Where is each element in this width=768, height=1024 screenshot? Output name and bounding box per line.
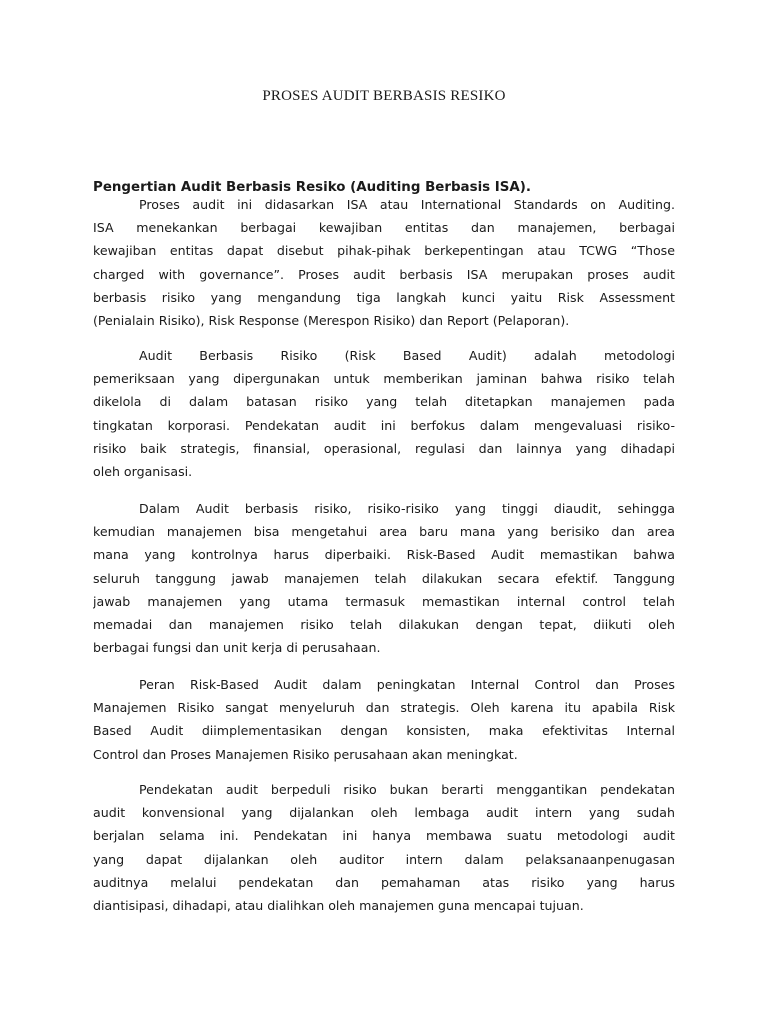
paragraph-line: charged with governance”. Proses audit berbasis ISA merupakan proses audit bbox=[93, 266, 675, 282]
paragraph-line: ISA menekankan berbagai kewajiban entitas dan manajemen, berbagai bbox=[93, 220, 675, 236]
paragraph-line: Peran Risk-Based Audit dalam peningkatan Internal Control dan Proses bbox=[139, 677, 675, 692]
paragraph-line: seluruh tanggung jawab manajemen telah dilakukan secara efektif. Tanggung bbox=[93, 570, 675, 586]
paragraph-line: (Penialain Risiko), Risk Response (Merespon Risiko) dan Report (Pelaporan). bbox=[93, 312, 570, 328]
paragraph-line: risiko baik strategis, finansial, operasional, regulasi dan lainnya yang dihadapi bbox=[93, 440, 675, 456]
paragraph-4 bbox=[93, 673, 675, 766]
paragraph-line: berbasis risiko yang mengandung tiga langkah kunci yaitu Risk Assessment bbox=[93, 289, 675, 305]
paragraph-line: memadai dan manajemen risiko telah dilakukan dengan tepat, diikuti oleh bbox=[93, 616, 675, 632]
paragraph-line: Based Audit diimplementasikan dengan konsisten, maka efektivitas Internal bbox=[93, 723, 675, 739]
document-title: PROSES AUDIT BERBASIS RESIKO bbox=[262, 88, 506, 104]
paragraph-1 bbox=[93, 193, 675, 332]
paragraph-line: Control dan Proses Manajemen Risiko perusahaan akan meningkat. bbox=[93, 746, 518, 762]
paragraph-line: Pendekatan audit berpeduli risiko bukan berarti menggantikan pendekatan bbox=[139, 782, 675, 797]
paragraph-line: Proses audit ini didasarkan ISA atau International Standards on Auditing. bbox=[139, 197, 675, 212]
paragraph-line: Audit Berbasis Risiko (Risk Based Audit) adalah metodologi bbox=[139, 348, 675, 363]
paragraph-line: pemeriksaan yang dipergunakan untuk memberikan jaminan bahwa risiko telah bbox=[93, 371, 675, 387]
paragraph-line: Dalam Audit berbasis risiko, risiko-risiko yang tinggi diaudit, sehingga bbox=[139, 501, 675, 516]
paragraph-line: berbagai fungsi dan unit kerja di perusahaan. bbox=[93, 640, 381, 656]
paragraph-line: tingkatan korporasi. Pendekatan audit ini berfokus dalam mengevaluasi risiko- bbox=[93, 417, 675, 433]
paragraph-line: diantisipasi, dihadapi, atau dialihkan oleh manajemen guna mencapai tujuan. bbox=[93, 897, 584, 913]
paragraph-5 bbox=[93, 778, 675, 917]
paragraph-line: kewajiban entitas dapat disebut pihak-pihak berkepentingan atau TCWG “Those bbox=[93, 243, 675, 259]
paragraph-line: oleh organisasi. bbox=[93, 463, 193, 479]
paragraph-line: kemudian manajemen bisa mengetahui area baru mana yang berisiko dan area bbox=[93, 524, 675, 540]
paragraph-2 bbox=[93, 344, 675, 483]
paragraph-line: Manajemen Risiko sangat menyeluruh dan strategis. Oleh karena itu apabila Risk bbox=[93, 700, 675, 716]
paragraph-line: audit konvensional yang dijalankan oleh lembaga audit intern yang sudah bbox=[93, 805, 675, 821]
paragraph-line: dikelola di dalam batasan risiko yang telah ditetapkan manajemen pada bbox=[93, 394, 675, 410]
paragraph-line: auditnya melalui pendekatan dan pemahaman atas risiko yang harus bbox=[93, 874, 675, 890]
paragraph-3 bbox=[93, 497, 675, 659]
paragraph-line: yang dapat dijalankan oleh auditor intern dalam pelaksanaanpenugasan bbox=[93, 851, 675, 867]
paragraph-line: jawab manajemen yang utama termasuk memastikan internal control telah bbox=[93, 593, 675, 609]
paragraph-line: mana yang kontrolnya harus diperbaiki. Risk-Based Audit memastikan bahwa bbox=[93, 547, 675, 563]
paragraph-line: berjalan selama ini. Pendekatan ini hanya membawa suatu metodologi audit bbox=[93, 828, 675, 844]
section-heading: Pengertian Audit Berbasis Resiko (Auditing Berbasis ISA). bbox=[93, 180, 531, 195]
document-page bbox=[93, 0, 675, 1024]
